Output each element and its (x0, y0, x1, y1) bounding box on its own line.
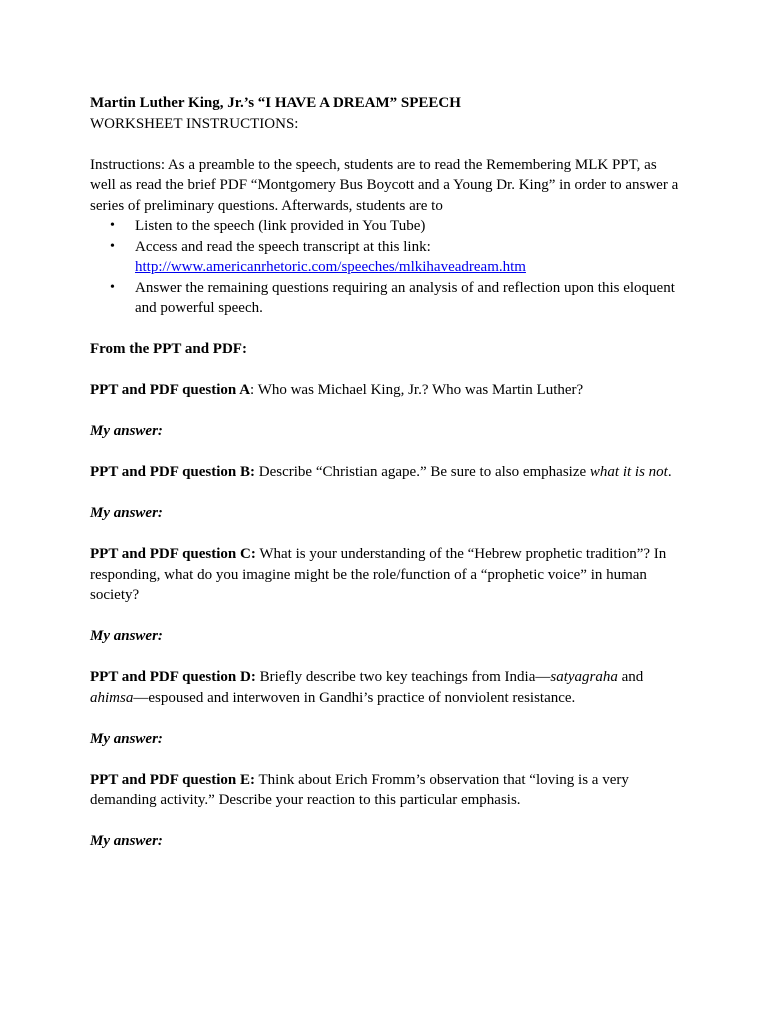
answer-label-e: My answer: (90, 833, 163, 849)
list-item-text: Answer the remaining questions requiring an analysis of and reflection upon this eloquent and powerful speech. (135, 279, 675, 316)
question-text: What is your understanding of the “Hebrew prophetic tradition”? In responding, what do you imagine might be the role/function of a “prophetic voice” in human society? (90, 546, 667, 603)
bullet-icon: • (110, 218, 115, 233)
spacer (90, 524, 682, 545)
question-text: : Who was Michael King, Jr.? Who was Martin Luther? (250, 382, 584, 398)
list-item (90, 216, 682, 237)
document-title: Martin Luther King, Jr.’s “I HAVE A DREAM” SPEECH (90, 95, 461, 111)
question-c (90, 544, 682, 606)
instructions-paragraph: Instructions: As a preamble to the speech, students are to read the Remembering MLK PPT, as well as read the brief PDF “Montgomery Bus Boycott and a Young Dr. King” in order to answer a series of preliminary questions. Afterwards, students are to (90, 156, 679, 214)
term-ahimsa: ahimsa (90, 689, 134, 706)
spacer (90, 483, 682, 504)
document-page (90, 93, 682, 852)
instructions-list (90, 216, 682, 319)
question-label: PPT and PDF question E: (90, 771, 256, 788)
question-text: Briefly describe two key teachings from India— (255, 669, 551, 685)
question-label: PPT and PDF question A (90, 382, 251, 398)
document-subtitle: WORKSHEET INSTRUCTIONS: (90, 115, 299, 132)
list-item-text: Access and read the speech transcript at this link: (135, 238, 431, 255)
bullet-icon: • (110, 279, 115, 295)
section-heading: From the PPT and PDF: (90, 341, 247, 357)
answer-label-d: My answer: (90, 730, 163, 747)
list-item-text: Listen to the speech (link provided in You Tube) (135, 218, 426, 234)
question-b (90, 462, 682, 483)
question-label: PPT and PDF question C: (90, 546, 256, 562)
list-item (90, 237, 682, 278)
spacer (90, 134, 682, 155)
spacer (90, 401, 682, 422)
spacer (90, 647, 682, 668)
question-text: Describe “Christian agape.” Be sure to also emphasize (255, 464, 590, 480)
question-emphasis: what it is not (589, 464, 668, 480)
spacer (90, 319, 682, 340)
spacer (90, 708, 682, 729)
spacer (90, 360, 682, 381)
spacer (90, 442, 682, 463)
answer-label-a: My answer: (90, 423, 163, 439)
question-tail: —espoused and interwoven in Gandhi’s practice of nonviolent resistance. (133, 689, 576, 706)
answer-label-b: My answer: (90, 505, 163, 521)
question-label: PPT and PDF question B: (90, 464, 256, 480)
spacer (90, 811, 682, 832)
transcript-link[interactable]: http://www.americanrhetoric.com/speeches/mlkihaveadream.htm (135, 259, 526, 275)
spacer (90, 606, 682, 627)
question-text: Think about Erich Fromm’s observation that “loving is a very demanding activity.” Describe your reaction to this particular emphasis. (90, 771, 629, 808)
bullet-icon: • (110, 238, 115, 254)
question-e (90, 770, 682, 811)
answer-label-c: My answer: (90, 628, 163, 644)
question-tail: . (667, 464, 672, 480)
question-d: PPT and PDF question D: Briefly describe two key teachings from India—satyagraha and ahimsa—espoused and interwoven in Gandhi’s practice of nonviolent resistance. (90, 669, 644, 706)
spacer (90, 749, 682, 770)
term-satyagraha: satyagraha (550, 669, 618, 685)
list-item (90, 278, 682, 319)
question-label: PPT and PDF question D: (90, 669, 256, 685)
question-a (90, 380, 682, 401)
